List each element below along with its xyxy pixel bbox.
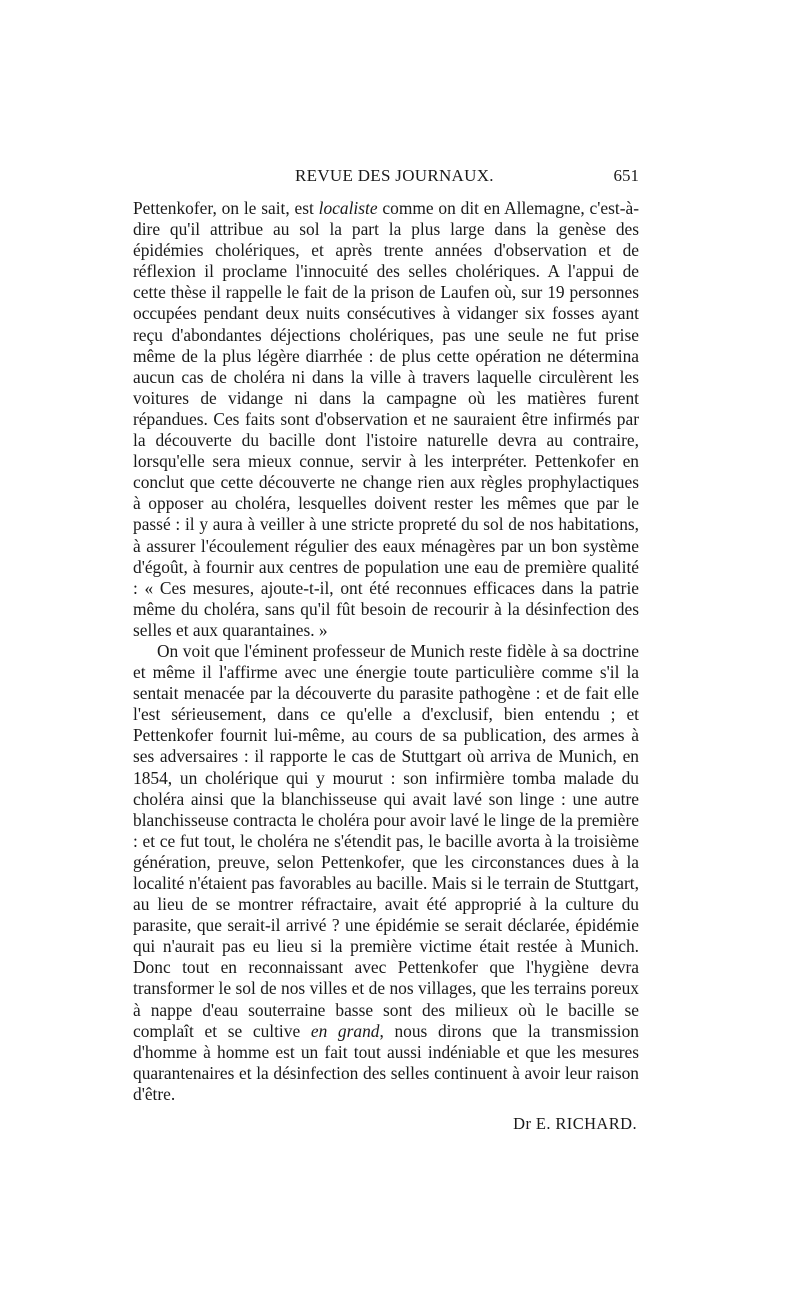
paragraph-1-italic: localiste bbox=[318, 198, 378, 218]
paragraph-1-text-a: Pettenkofer, on le sait, est bbox=[133, 198, 319, 218]
running-title: REVUE DES JOURNAUX. bbox=[295, 166, 494, 185]
author-signature: Dr E. RICHARD. bbox=[513, 1114, 637, 1133]
paragraph-2-text-a: On voit que l'éminent professeur de Munich reste fidèle à sa doctrine et même il l'affirme avec une énergie toute particulière comme s'il la sentait menacée par la découverte du parasite pathogène : et de fait elle l'est sérieusement, dans ce qu'elle a d'exclusif, bien entendu ; et Pettenkofer fournit lui-même, au cours de sa publication, des armes à ses adversaires : il rapporte le cas de Stuttgart où arriva de Munich, en 1854, un cholérique qui y mourut : son infirmière tomba malade du choléra ainsi que la blanchisseuse qui avait lavé son linge : une autre blanchisseuse contracta le choléra pour avoir lavé le linge de la première : et ce fut tout, le choléra ne s'étendit pas, le bacille avorta à la troisième génération, preuve, selon Pettenkofer, que les circonstances dues à la localité n'étaient pas favorables au bacille. Mais si le terrain de Stuttgart, au lieu de se montrer réfractaire, avait été approprié à la culture du parasite, que serait-il arrivé ? une épidémie se serait déclarée, épidémie qui n'aurait pas eu lieu si la première victime était restée à Munich. Donc tout en reconnaissant avec Pettenkofer que l'hygiène devra transformer le sol de nos villes et de nos villages, que les terrains poreux à nappe d'eau souterraine basse sont des milieux où le bacille se complaît et se cultive bbox=[133, 640, 639, 1041]
page-header bbox=[133, 166, 639, 190]
paragraph-2-text-b: , nous dirons que la transmission d'homme à homme est un fait tout aussi indéniable et que les mesures quarantenaires et la désinfection des selles continuent à avoir leur raison d'être. bbox=[133, 1020, 640, 1104]
page-number: 651 bbox=[613, 166, 639, 185]
article-body bbox=[133, 198, 639, 1105]
paragraph-1-text-b: comme on dit en Allemagne, c'est-à-dire qu'il attribue au sol la part la plus large dans la genèse des épidémies cholériques, et après trente années d'observation et de réflexion il proclame l'innocuité des selles cholériques. A l'appui de cette thèse il rappelle le fait de la prison de Laufen où, sur 19 personnes occupées pendant deux nuits consécutives à vidanger six fosses ayant reçu d'abondantes déjections cholériques, pas une seule ne fut prise même de la plus légère diarrhée : de plus cette opération ne détermina aucun cas de choléra ni dans la ville à travers laquelle circulèrent les voitures de vidange ni dans la campagne où les matières furent répandues. Ces faits sont d'observation et ne sauraient être infirmés par la découverte du bacille dont l'istoire naturelle devra au contraire, lorsqu'elle sera mieux connue, servir à les interpréter. Pettenkofer en conclut que cette découverte ne change rien aux règles prophylactiques à opposer au choléra, lesquelles doivent rester les mêmes que par le passé : il y aura à veiller à une stricte propreté du sol de nos habitations, à assurer l'écoulement régulier des eaux ménagères par un bon système d'égoût, à fournir aux centres de population une eau de première qualité : « Ces mesures, ajoute-t-il, ont été reconnues efficaces dans la patrie même du choléra, sans qu'il fût besoin de recourir à la désinfection des selles et aux quarantaines. » bbox=[133, 198, 639, 640]
paragraph-2-italic: en grand bbox=[310, 1020, 380, 1041]
paragraph-2 bbox=[133, 641, 639, 1105]
paragraph-1 bbox=[133, 198, 639, 641]
